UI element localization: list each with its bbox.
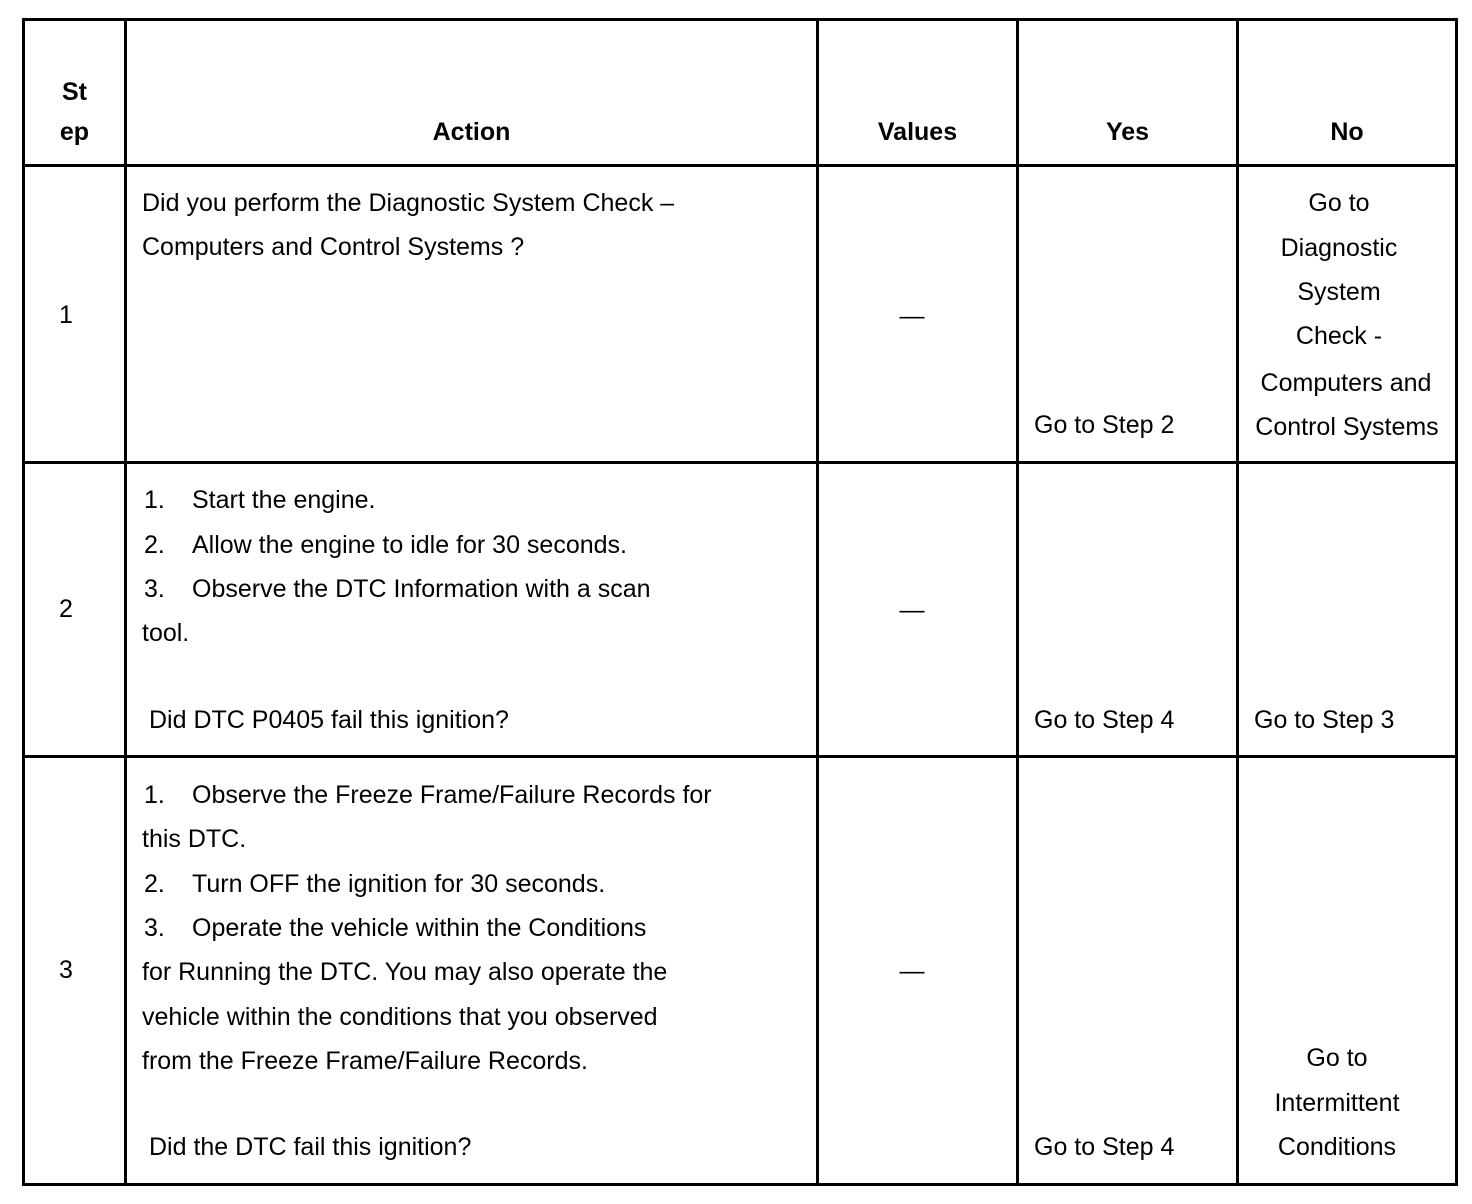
row3-action-item: this DTC. <box>142 825 247 853</box>
row3-action-item <box>144 862 605 906</box>
row2-step: 2 <box>59 595 73 623</box>
row1-values: — <box>899 302 925 330</box>
row3-action-continuation: for Running the DTC. You may also operate the <box>142 958 668 986</box>
list-text: Start the engine. <box>192 486 376 514</box>
row3-step: 3 <box>59 956 73 984</box>
list-number: 3. <box>144 914 165 942</box>
row1-no-line: Go to <box>1308 189 1370 217</box>
row2-values: — <box>899 596 925 624</box>
row1-no-line: System <box>1297 278 1381 306</box>
table-border-right <box>1455 18 1458 1186</box>
list-text: Turn OFF the ignition for 30 seconds. <box>192 870 606 898</box>
list-text: Allow the engine to idle for 30 seconds. <box>192 531 627 559</box>
row3-action-continuation: vehicle within the conditions that you observed <box>142 1003 658 1031</box>
header-step-line1: St <box>62 78 87 106</box>
row1-action-line: Did you perform the Diagnostic System Check – <box>142 189 675 217</box>
row2-action-item <box>144 523 627 567</box>
list-text: Observe the Freeze Frame/Failure Records for <box>192 781 712 809</box>
header-step-line2: ep <box>59 118 90 146</box>
row1-no-line: Control Systems <box>1255 413 1439 441</box>
column-divider <box>1016 18 1019 1186</box>
row3-action-continuation: from the Freeze Frame/Failure Records. <box>142 1047 588 1075</box>
row3-no-line: Intermittent <box>1274 1089 1400 1117</box>
row3-yes: Go to Step 4 <box>1034 1133 1175 1161</box>
row3-question: Did the DTC fail this ignition? <box>149 1133 472 1161</box>
row1-yes: Go to Step 2 <box>1034 411 1175 439</box>
list-number: 1. <box>144 781 165 809</box>
row1-no-line: Check - <box>1295 322 1383 350</box>
header-divider <box>22 164 1458 167</box>
row2-action-continuation: tool. <box>142 619 190 647</box>
row1-step: 1 <box>59 301 73 329</box>
row-divider <box>22 461 1458 464</box>
row1-action-line: Computers and Control Systems ? <box>142 233 525 261</box>
row2-action-item <box>144 567 651 611</box>
list-text: Operate the vehicle within the Conditions <box>192 914 647 942</box>
row2-yes: Go to Step 4 <box>1034 706 1175 734</box>
list-number: 3. <box>144 575 165 603</box>
row3-no-line: Go to <box>1306 1044 1368 1072</box>
row2-action-item <box>144 478 375 522</box>
table-border-bottom <box>22 1183 1458 1186</box>
row1-no-line: Diagnostic <box>1280 234 1398 262</box>
row2-no: Go to Step 3 <box>1254 706 1395 734</box>
header-yes: Yes <box>1105 118 1150 146</box>
diagnostic-table <box>22 18 1458 1186</box>
list-text: Observe the DTC Information with a scan <box>192 575 651 603</box>
list-number: 2. <box>144 870 165 898</box>
list-number: 1. <box>144 486 165 514</box>
column-divider <box>124 18 127 1186</box>
row3-values: — <box>899 957 925 985</box>
row3-action-item <box>144 906 646 950</box>
row1-no-line: Computers and <box>1260 369 1432 397</box>
list-number: 2. <box>144 531 165 559</box>
row3-no-line: Conditions <box>1277 1133 1397 1161</box>
table-border-top <box>22 18 1458 21</box>
header-values: Values <box>877 118 958 146</box>
header-no: No <box>1330 118 1364 146</box>
row-divider <box>22 755 1458 758</box>
header-step <box>25 72 124 152</box>
header-action: Action <box>432 118 511 146</box>
row3-action-item <box>144 773 712 817</box>
row2-question: Did DTC P0405 fail this ignition? <box>149 706 509 734</box>
